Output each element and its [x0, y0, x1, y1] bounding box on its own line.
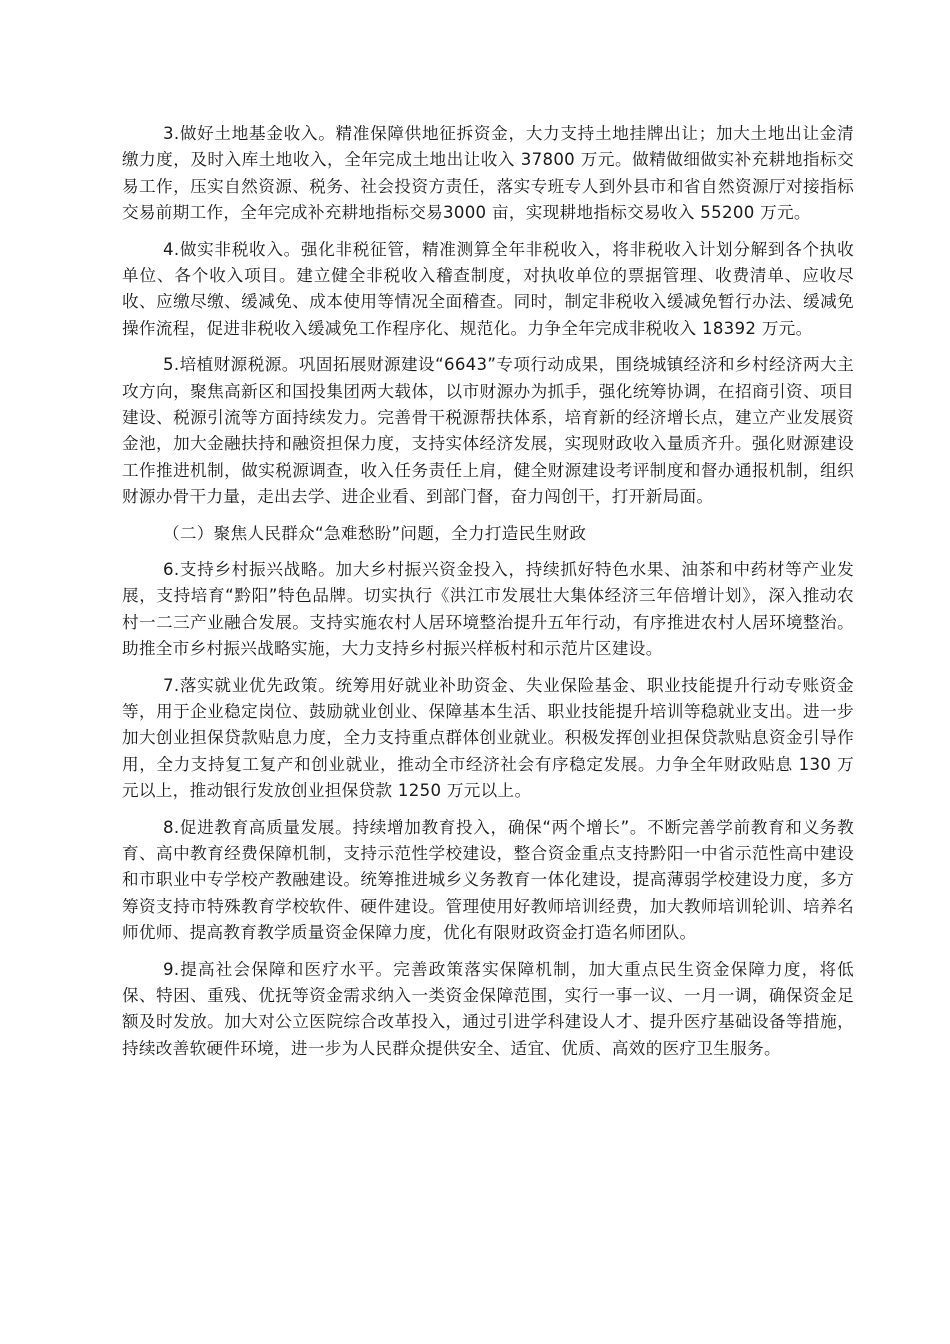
paragraph-tax-source-cultivation: 5.培植财源税源。巩固拓展财源建设“6643”专项行动成果，围绕城镇经济和乡村经济两大主攻方向，聚焦高新区和国投集团两大载体，以市财源办为抓手，强化统筹协调，在招商引资、项目建设、税源引流等方面持续发力。完善骨干税源帮扶体系，培育新的经济增长点，建立产业发展资金池，加大金融扶持和融资担保力度，支持实体经济发展，实现财政收入量质齐升。强化财源建设工作推进机制，做实税源调查，收入任务责任上肩，健全财源建设考评制度和督办通报机制，组织财源办骨干力量，走出去学、进企业看、到部门督，奋力闯创干，打开新局面。 [122, 355, 854, 506]
paragraph-social-security-medical: 9.提高社会保障和医疗水平。完善政策落实保障机制，加大重点民生资金保障力度，将低保、特困、重残、优抚等资金需求纳入一类资金保障范围，实行一事一议、一月一调，确保资金足额及时发放。加大对公立医院综合改革投入，通过引进学科建设人才、提升医疗基础设备等措施，持续改善软硬件环境，进一步为人民群众提供安全、适宜、优质、高效的医疗卫生服务。 [122, 959, 854, 1058]
paragraph-education-development: 8.促进教育高质量发展。持续增加教育投入，确保“两个增长”。不断完善学前教育和义务教育、高中教育经费保障机制，支持示范性学校建设，整合资金重点支持黔阳一中省示范性高中建设和市职业中专学校产教融建设。统筹推进城乡义务教育一体化建设，提高薄弱学校建设力度，多方筹资支持市特殊教育学校软件、硬件建设。管理使用好教师培训经费，加大教师培训轮训、培养名师优师、提高教育教学质量资金保障力度，优化有限财政资金打造名师团队。 [122, 817, 854, 942]
paragraph-employment-priority: 7.落实就业优先政策。统筹用好就业补助资金、失业保险基金、职业技能提升行动专账资金等，用于企业稳定岗位、鼓励就业创业、保障基本生活、职业技能提升培训等稳就业支出。进一步加大创业担保贷款贴息力度，全力支持重点群体创业就业。积极发挥创业担保贷款贴息资金引导作用，全力支持复工复产和创业就业，推动全市经济社会有序稳定发展。力争全年财政贴息 130 万元以上，推动银行发放创业担保贷款 1250 万元以上。 [122, 675, 854, 800]
paragraph-land-fund-revenue: 3.做好土地基金收入。精准保障供地征拆资金，大力支持土地挂牌出让；加大土地出让金清缴力度，及时入库土地收入，全年完成土地出让收入 37800 万元。做精做细做实补充耕地指标交易工作，压实自然资源、税务、社会投资方责任，落实专班专人到外县市和省自然资源厅对接指标交易前期工作，全年完成补充耕地指标交易3000 亩，实现耕地指标交易收入 55200 万元。 [122, 124, 854, 222]
paragraph-rural-revitalization: 6.支持乡村振兴战略。加大乡村振兴资金投入，持续抓好特色水果、油茶和中药材等产业发展，支持培育“黔阳”特色品牌。切实执行《洪江市发展壮大集体经济三年倍增计划》，深入推动农村一二三产业融合发展。支持实施农村人居环境整治提升五年行动，有序推进农村人居环境整治。助推全市乡村振兴战略实施，大力支持乡村振兴样板村和示范片区建设。 [122, 559, 854, 658]
document-page [122, 121, 854, 1062]
paragraph-non-tax-revenue: 4.做实非税收入。强化非税征管，精准测算全年非税收入，将非税收入计划分解到各个执收单位、各个收入项目。建立健全非税收入稽查制度，对执收单位的票据管理、收费清单、应收尽收、应缴尽缴、缓减免、成本使用等情况全面稽查。同时，制定非税收入缓减免暂行办法、缓减免操作流程，促进非税收入缓减免工作程序化、规范化。力争全年完成非税收入 18392 万元。 [122, 239, 854, 338]
section-heading-livelihood-finance: （二）聚焦人民群众“急难愁盼”问题，全力打造民生财政 [163, 523, 587, 543]
